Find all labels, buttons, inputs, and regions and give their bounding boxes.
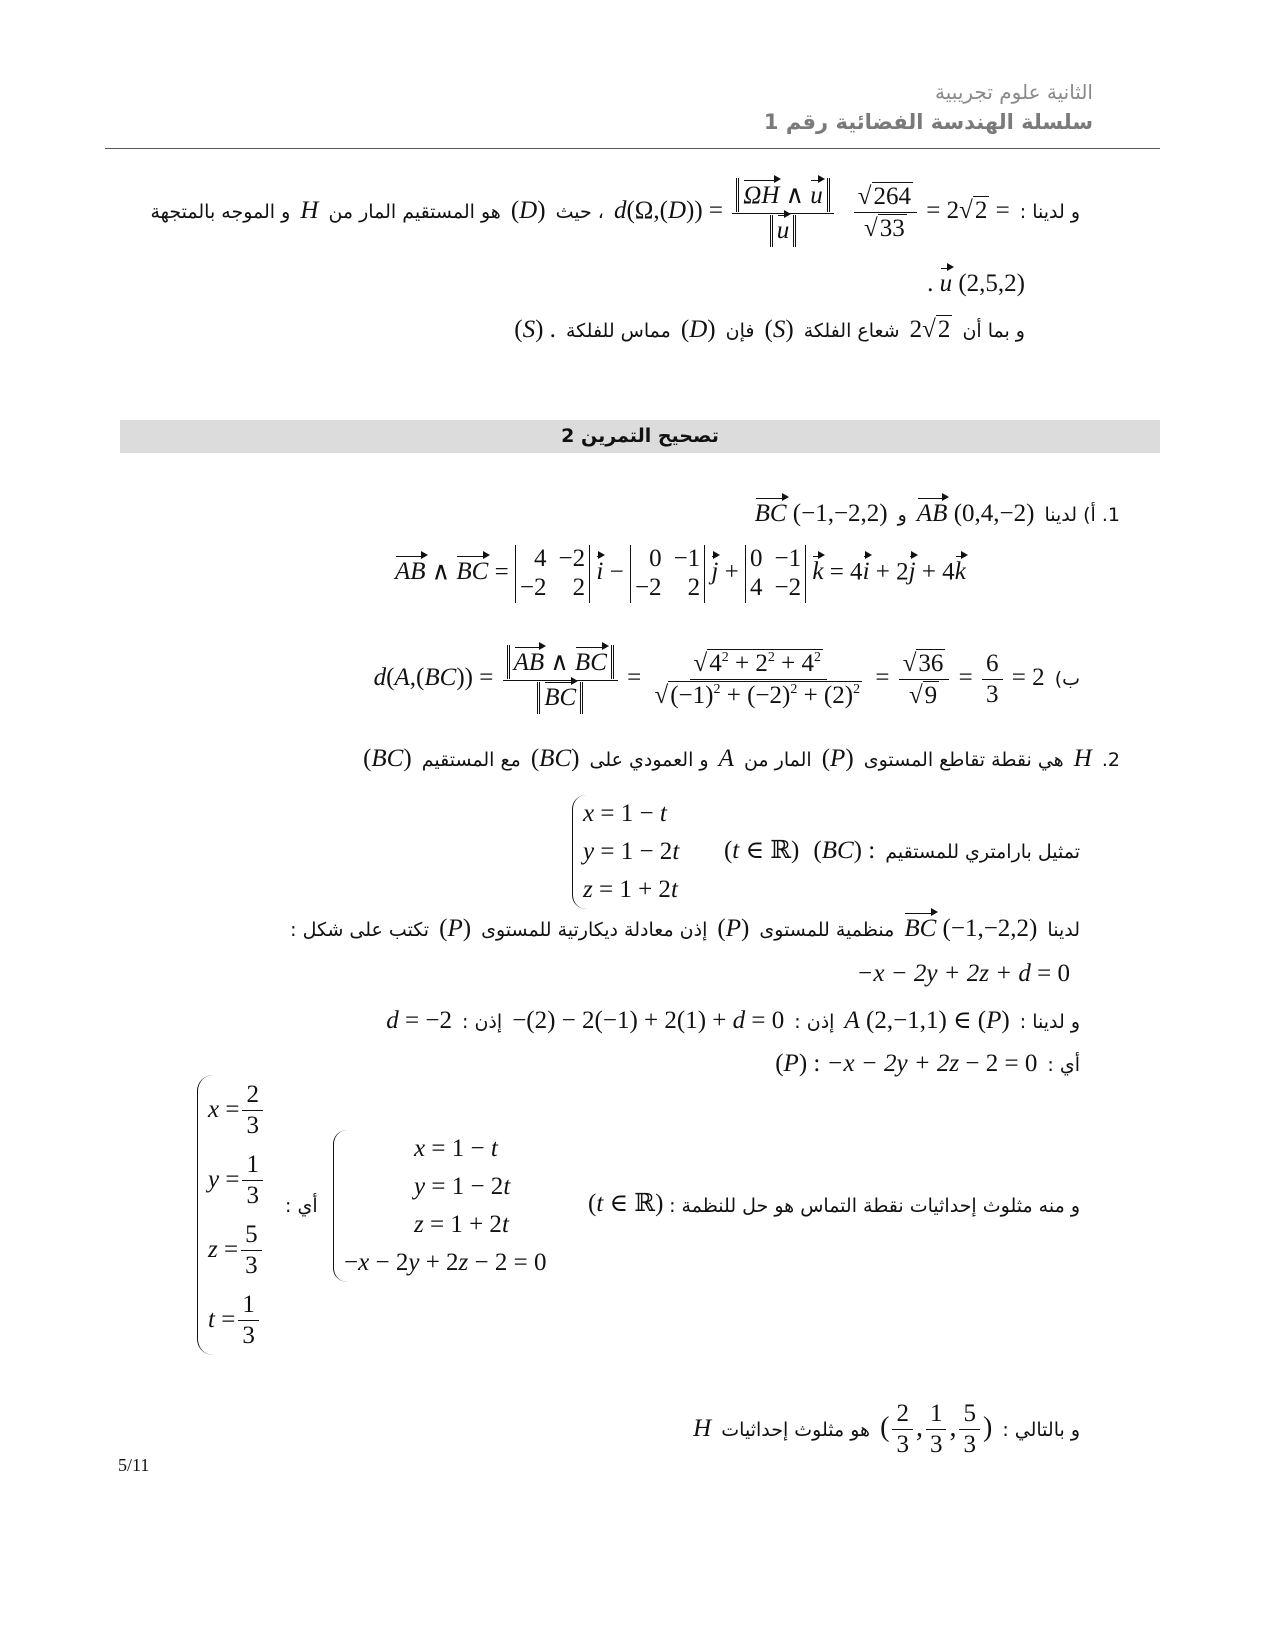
- ex-1a-line: 1. أ) لدينا AB (0,4,−2) و BC (−1,−2,2): [754, 500, 1120, 527]
- plane-eq-line: أي : (P) : −x − 2y + 2z − 2 = 0: [775, 1050, 1080, 1077]
- normal-line: لدينا BC (−1,−2,2) منظمية للمستوى (P) إذن معادلة ديكارتية للمستوى (P) تكتب على شكل :: [290, 915, 1080, 942]
- compute-d-line: و لدينا : A (2,−1,1) ∈ (P) إذن : −(2) − 2(−1) + 2(1) + d = 0 إذن : d = −2: [386, 1007, 1080, 1034]
- section-title: تصحيح التمرين 2: [561, 425, 719, 447]
- class-line: الثانية علوم تجريبية: [935, 80, 1093, 104]
- cross-product: AB ∧ BC = 4 −2 −2 2 i − 0 −1 −2 2 j + 0 −1 4 −2 k = 4i + 2j + 4k: [395, 545, 966, 601]
- page-number: 5/11: [118, 1455, 150, 1475]
- param-system: x = 1 − t y = 1 − 2t z = 1 + 2t: [572, 795, 679, 909]
- solution-system: x = $\frac{2}{3}$ y = $\frac{1}{3}$ z = $\frac{5}{3}$ t = $\frac{1}{3}$: [197, 1075, 266, 1355]
- solve-system: x = 1 − t y = 1 − 2t z = 1 + 2t −x − 2y + 2z − 2 = 0: [333, 1130, 574, 1282]
- solve-label: و منه مثلوث إحداثيات نقطة التماس هو حل للنظمة :: [669, 1195, 1080, 1217]
- solve-ie: أي :: [285, 1195, 318, 1217]
- intro-line-3: و بما أن 2 √ 2 شعاع الفلكة (S) فإن (D) مماس للفلكة (S) .: [514, 316, 1025, 343]
- ex-1b-line: ب) d(A,(BC)) = $\frac{AB \wedge BC}{BC}$ = √ $4^2 + 2^2 + 4^2$ √ $(-1)^2 + (-2)^2 + (2)^2$ = √ 36 √ 9 = $\frac{6}{3}$ = 2: [370, 645, 1080, 714]
- header-divider: [105, 148, 1160, 149]
- intro-line-1: و لدينا : √ 264 √ 33 = 2 √ 2 = d(Ω,(D)) = $\frac{\Omega H \wedge u}{u}$ ، حيث (D) هو المستقيم المار من H و الموجه بالمتجهة: [150, 178, 1080, 247]
- param-label: تمثيل بارامتري للمستقيم (BC) : (t ∈ ℝ): [723, 837, 1080, 864]
- conclusion-line: و بالتالي : ( $\frac{2}{3}$ , $\frac{1}{3}$ , $\frac{5}{3}$ ) هو مثلوث إحداثيات H: [693, 1400, 1080, 1458]
- intro-vector-u: . u (2,5,2): [927, 270, 1025, 297]
- solve-param: (t ∈ ℝ): [588, 1190, 664, 1217]
- plane-general-eq: −x − 2y + 2z + d = 0: [856, 960, 1070, 987]
- ex-2-line: 2. H هي نقطة تقاطع المستوى (P) المار من A و العمودي على (BC) مع المستقيم (BC): [363, 745, 1120, 772]
- series-title: سلسلة الهندسة الفضائية رقم 1: [763, 110, 1093, 134]
